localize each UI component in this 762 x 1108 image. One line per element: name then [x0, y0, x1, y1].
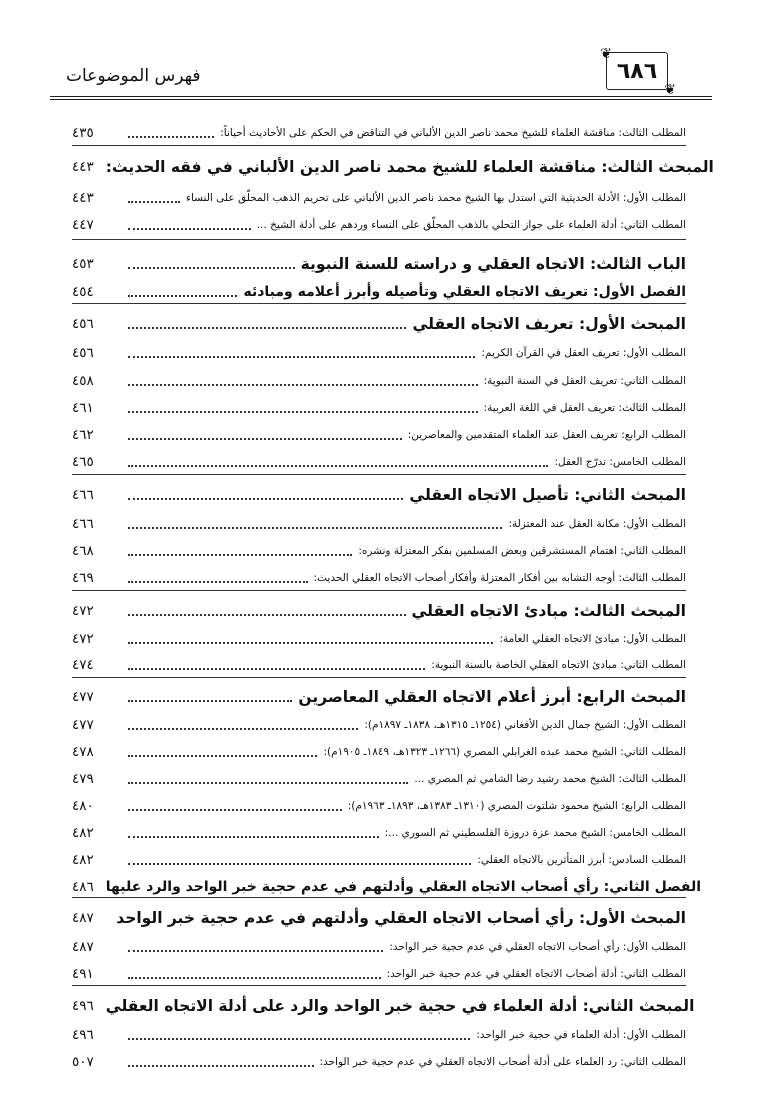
- toc-page: ٤٦٥: [72, 454, 94, 470]
- toc-page: ٤٦١: [72, 400, 94, 416]
- ornament-icon: ❦: [664, 82, 676, 98]
- leader-dots: [128, 384, 478, 386]
- toc-page: ٤٧٢: [72, 631, 94, 647]
- leader-dots: [128, 1038, 470, 1040]
- toc-page: ٤٧٧: [72, 689, 94, 705]
- toc-entry: [72, 627, 686, 651]
- toc-entry: [72, 280, 686, 304]
- leader-dots: [128, 411, 478, 413]
- leader-dots: [128, 755, 317, 757]
- toc-text: المطلب الأول: مكانة العقل عند المعتزلة:: [508, 518, 686, 530]
- leader-dots: [128, 668, 425, 670]
- toc-page: ٤٨٧: [72, 910, 94, 926]
- toc-entry: [72, 186, 686, 210]
- toc-text: المبحث الثاني: أدلة العلماء في حجية خبر الواحد والرد على أدلة الاتجاه العقلي: [105, 997, 695, 1015]
- leader-dots: [128, 438, 402, 440]
- toc-entry: [72, 875, 702, 899]
- section-divider: [72, 239, 686, 240]
- toc-entry: [72, 512, 686, 536]
- toc-entry: [72, 566, 686, 590]
- toc-page: ٤٥٨: [72, 373, 94, 389]
- toc-text: المطلب السادس: أبرز المتأثرين بالاتجاه العقلي:: [477, 854, 686, 866]
- toc-page: ٤٥٣: [72, 256, 94, 272]
- toc-text: المطلب الأول: مبادئ الاتجاه العقلي العامة:: [499, 633, 686, 645]
- toc-text: المطلب الثالث: أوجه التشابه بين أفكار المعتزلة وأفكار أصحاب الاتجاه العقلي الحديث:: [313, 572, 686, 584]
- toc-page: ٤٩٦: [72, 1027, 94, 1043]
- toc-entry: [72, 994, 695, 1018]
- toc-entry: [72, 312, 686, 336]
- toc-text: المطلب الثالث: الشيخ محمد رشيد رضا الشامي ثم المصري ...: [414, 773, 686, 785]
- ornament-icon: ❦: [600, 46, 612, 62]
- toc-page: ٥٠٧: [72, 1054, 94, 1070]
- toc-page: ٤٤٣: [72, 190, 94, 206]
- toc-entry: [72, 962, 686, 986]
- toc-entry: [72, 767, 686, 791]
- section-divider: [72, 677, 686, 678]
- toc-entry: [72, 450, 686, 474]
- toc-entry: [72, 935, 686, 959]
- toc-entry: [72, 794, 686, 818]
- toc-page: ٤٦٨: [72, 543, 94, 559]
- toc-text: المبحث الثالث: مبادئ الاتجاه العقلي: [411, 602, 686, 620]
- leader-dots: [128, 809, 342, 811]
- toc-text: المبحث الثاني: تأصيل الاتجاه العقلي: [409, 486, 686, 504]
- toc-text: المبحث الأول: رأي أصحاب الاتجاه العقلي وأدلتهم في عدم حجية خبر الواحد: [116, 909, 686, 927]
- leader-dots: [128, 136, 214, 138]
- toc-text: المطلب الأول: أدلة العلماء في حجية خبر الواحد:: [476, 1029, 686, 1041]
- section-divider: [72, 897, 686, 898]
- toc-text: المطلب الثاني: تعريف العقل في السنة النبوية:: [483, 375, 686, 387]
- leader-dots: [128, 498, 403, 500]
- toc-entry: [72, 821, 686, 845]
- leader-dots: [128, 1065, 314, 1067]
- toc-text: المطلب الأول: تعريف العقل في القرآن الكريم:: [481, 347, 686, 359]
- section-divider: [72, 985, 686, 986]
- leader-dots: [128, 554, 352, 556]
- toc-text: المبحث الرابع: أبرز أعلام الاتجاه العقلي المعاصرين: [298, 688, 686, 706]
- toc-page: ٤٧٤: [72, 657, 94, 673]
- toc-entry: [72, 155, 714, 179]
- leader-dots: [128, 295, 237, 297]
- toc-entry: [72, 740, 686, 764]
- toc-text: الفصل الثاني: رأي أصحاب الاتجاه العقلي وأدلتهم في عدم حجية خبر الواحد والرد عليها: [105, 879, 702, 895]
- toc-text: المطلب الخامس: تدرّج العقل:: [554, 456, 686, 468]
- toc-text: المطلب الثاني: اهتمام المستشرقين وبعض المسلمين بفكر المعتزلة ونشره:: [358, 545, 686, 557]
- toc-page: ٤٤٣: [72, 159, 94, 175]
- section-divider: [72, 590, 686, 591]
- toc-page: ٤٦٦: [72, 487, 94, 503]
- page-number: ٦٨٦: [616, 58, 658, 84]
- toc-page: ٤٦٢: [72, 427, 94, 443]
- toc-page: ٤٨٢: [72, 852, 94, 868]
- header-rule: [50, 99, 712, 100]
- toc-entry: [72, 213, 686, 237]
- toc-page: ٤٨٧: [72, 939, 94, 955]
- toc-text: المطلب الثاني: أدلة العلماء على جواز التحلي بالذهب المحلّق على النساء وردهم على أدلة الشيخ ...: [256, 219, 686, 231]
- toc-text: المبحث الثالث: مناقشة العلماء للشيخ محمد ناصر الدين الألباني في فقه الحديث:: [105, 158, 714, 176]
- toc-text: المطلب الثالث: تعريف العقل في اللغة العربية:: [483, 402, 686, 414]
- toc-entry: [72, 713, 686, 737]
- leader-dots: [128, 836, 379, 838]
- leader-dots: [128, 782, 408, 784]
- leader-dots: [128, 201, 180, 203]
- toc-entry: [72, 539, 686, 563]
- toc-page: ٤٦٩: [72, 570, 94, 586]
- toc-text: المطلب الثالث: مناقشة العلماء للشيخ محمد ناصر الدين الألباني في التناقض في الحكم على الأحاديث أحياناً:: [220, 127, 686, 139]
- leader-dots: [128, 465, 548, 467]
- leader-dots: [128, 950, 383, 952]
- toc-text: المطلب الأول: رأي أصحاب الاتجاه العقلي في عدم حجية خبر الواحد:: [389, 941, 686, 953]
- toc-text: المطلب الأول: الأدلة الحديثية التي استدل بها الشيخ محمد ناصر الدين الألباني على تحريم الذهب المحلّق على النساء: [186, 192, 686, 204]
- toc-page: ٤٨٠: [72, 798, 94, 814]
- toc-entry: [72, 599, 686, 623]
- toc-page: ٤٣٥: [72, 125, 94, 141]
- leader-dots: [128, 977, 381, 979]
- toc-page: ٤٦٦: [72, 516, 94, 532]
- leader-dots: [128, 581, 308, 583]
- leader-dots: [128, 700, 292, 702]
- toc-page: ٤٥٦: [72, 316, 94, 332]
- leader-dots: [128, 356, 475, 358]
- toc-page: ٤٩٦: [72, 998, 94, 1014]
- leader-dots: [128, 728, 358, 730]
- leader-dots: [128, 327, 406, 329]
- toc-page: ٤٤٧: [72, 217, 94, 233]
- section-divider: [72, 474, 686, 475]
- toc-entry: [72, 848, 686, 872]
- header-rule: [50, 96, 712, 97]
- toc-text: المبحث الأول: تعريف الاتجاه العقلي: [412, 315, 686, 333]
- toc-page: ٤٩١: [72, 966, 94, 982]
- toc-page: ٤٨٢: [72, 825, 94, 841]
- leader-dots: [128, 863, 471, 865]
- toc-entry: [72, 341, 686, 365]
- toc-entry: [72, 906, 686, 930]
- toc-text: المطلب الرابع: الشيخ محمود شلتوت المصري (١٣١٠ـ ١٣٨٣هـ، ١٨٩٣ـ ١٩٦٣م):: [347, 800, 686, 812]
- toc-page: ٤٧٨: [72, 744, 94, 760]
- toc-entry: [72, 423, 686, 447]
- leader-dots: [128, 267, 295, 269]
- toc-entry: [72, 685, 686, 709]
- toc-page: ٤٧٢: [72, 603, 94, 619]
- toc-entry: [72, 483, 686, 507]
- toc-entry: [72, 1023, 686, 1047]
- toc-entry: [72, 396, 686, 420]
- toc-entry: [72, 653, 686, 677]
- leader-dots: [128, 614, 406, 616]
- toc-entry: [72, 1050, 686, 1074]
- section-divider: [72, 303, 686, 304]
- toc-text: المطلب الثاني: أدلة أصحاب الاتجاه العقلي في عدم حجية خبر الواحد:: [386, 968, 686, 980]
- section-divider: [72, 145, 686, 146]
- toc-text: الباب الثالث: الاتجاه العقلي و دراسته للسنة النبوية: [300, 255, 686, 273]
- toc-page: ٤٥٦: [72, 345, 94, 361]
- toc-entry: [72, 252, 686, 276]
- toc-text: المطلب الثاني: رد العلماء على أدلة أصحاب الاتجاه العقلي في عدم حجية خبر الواحد:: [319, 1056, 686, 1068]
- toc-page: ٤٥٤: [72, 284, 94, 300]
- page-header: [50, 46, 712, 98]
- toc-entry: [72, 369, 686, 393]
- toc-text: الفصل الأول: تعريف الاتجاه العقلي وتأصيله وأبرز أعلامه ومبادئه: [243, 284, 686, 300]
- toc-page: ٤٨٦: [72, 879, 94, 895]
- toc-page: ٤٧٧: [72, 717, 94, 733]
- leader-dots: [128, 228, 251, 230]
- toc-text: المطلب الأول: الشيخ جمال الدين الأفغاني (١٢٥٤ـ ١٣١٥هـ، ١٨٣٨ـ ١٨٩٧م):: [364, 719, 686, 731]
- leader-dots: [128, 642, 493, 644]
- toc-text: المطلب الثاني: الشيخ محمد عبده الغرابلي المصري (١٢٦٦ـ ١٣٢٣هـ، ١٨٤٩ـ ١٩٠٥م):: [323, 746, 686, 758]
- toc-entry: [72, 121, 686, 145]
- header-title: فهرس الموضوعات: [66, 66, 201, 86]
- toc-text: المطلب الثاني: مبادئ الاتجاه العقلي الخاصة بالسنة النبوية:: [431, 659, 686, 671]
- toc-text: المطلب الرابع: تعريف العقل عند العلماء المتقدمين والمعاصرين:: [407, 429, 686, 441]
- toc-text: المطلب الخامس: الشيخ محمد عزة دروزة الفلسطيني ثم السوري ...:: [384, 827, 686, 839]
- toc-page: ٤٧٩: [72, 771, 94, 787]
- page-number-frame: [606, 52, 668, 90]
- leader-dots: [128, 527, 502, 529]
